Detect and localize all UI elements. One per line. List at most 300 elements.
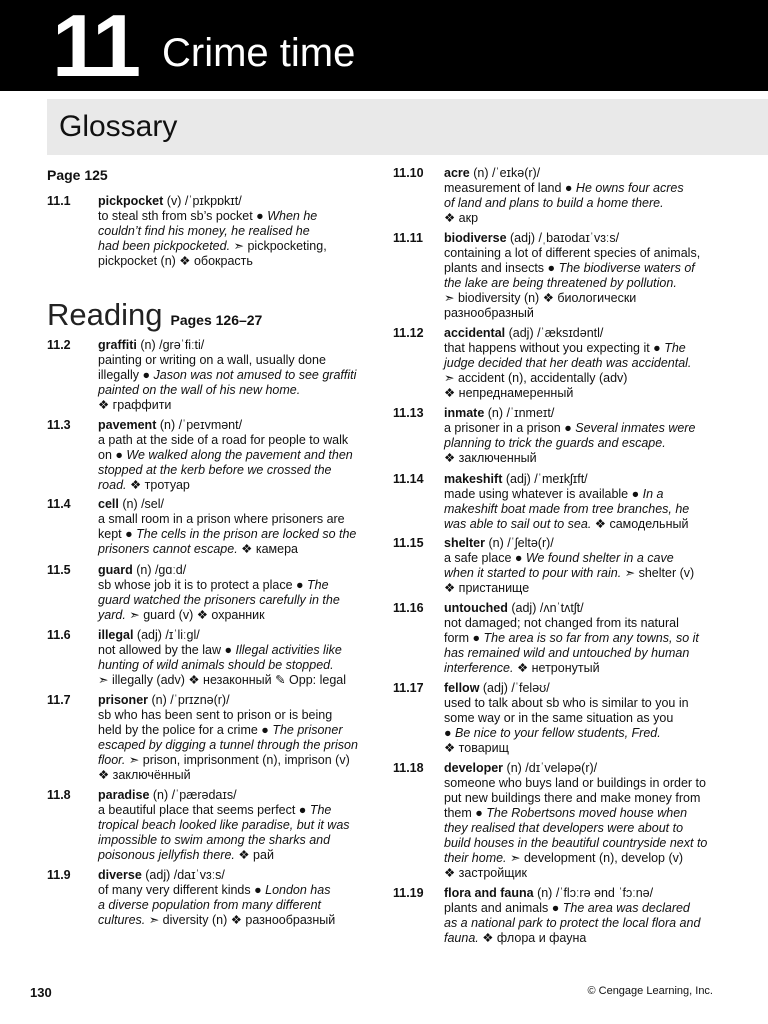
entry-line [444,791,723,806]
entry-line [444,806,723,821]
entry-definition [444,406,723,466]
entry-number: 11.4 [47,497,71,511]
entry-headword: untouched [444,601,508,615]
entry-line [444,181,723,196]
glossary-entry [393,231,723,321]
entry-line [444,836,723,851]
entry-line [444,406,723,421]
entry-text: ❖ самодельный [591,517,689,531]
entry-text: ➣ pickpocketing, [230,239,327,253]
glossary-entry [47,868,372,928]
entry-example: interference. [444,661,514,675]
entry-line [444,681,723,696]
entry-example: as a national park to protect the local flora and [444,916,701,930]
copyright: © Cengage Learning, Inc. [587,985,713,997]
entry-definition [98,338,372,413]
entry-text: measurement of land ● [444,181,576,195]
unit-number: 11 [52,0,138,95]
entry-number: 11.2 [47,338,71,352]
entry-text: ➣ biodiversity (n) ❖ биологически [444,291,637,305]
entry-line [444,261,723,276]
entry-line [98,913,372,928]
reading-pages: Pages 126–27 [170,312,263,328]
entry-line [444,386,723,401]
entry-text: pickpocket (n) ❖ обокрасть [98,254,253,268]
entry-text: a prisoner in a prison ● [444,421,576,435]
reading-section-header [47,297,262,333]
entry-line [98,448,372,463]
glossary-entry [47,628,372,688]
entry-line [98,254,372,269]
entry-line [98,898,372,913]
entry-example: London has [265,883,331,897]
entry-text: ❖ непреднамеренный [444,386,574,400]
entry-example: We walked along the pavement and then [126,448,353,462]
entry-headword: cell [98,497,119,511]
entry-line [444,276,723,291]
entry-example: hunting of wild animals should be stopped. [98,658,334,672]
entry-number: 11.15 [393,536,424,550]
entry-number: 11.16 [393,601,424,615]
entry-text: a path at the side of a road for people to walk [98,433,349,447]
entry-line [98,848,372,863]
entry-number: 11.6 [47,628,71,642]
entry-text: illegally ● [98,368,154,382]
entry-text: plants and animals ● [444,901,563,915]
entry-line [444,517,723,532]
glossary-entry [393,472,723,532]
entry-text: (n) /ˈpærədaɪs/ [149,788,237,802]
entry-text: not damaged; not changed from its natural [444,616,679,630]
entry-line [98,788,372,803]
entry-text: ❖ граффити [98,398,172,412]
entry-example: was able to sail out to sea. [444,517,592,531]
entry-line [444,421,723,436]
entry-text: them ● [444,806,487,820]
entry-text: (adj) /ɪˈliːɡl/ [133,628,200,642]
entry-line [98,353,372,368]
entry-text: that happens without you expecting it ● [444,341,665,355]
entry-text: plants and insects ● [444,261,559,275]
entry-line [98,398,372,413]
glossary-entry [47,497,372,557]
entry-line [444,851,723,866]
entry-line [98,194,372,209]
entry-definition [98,563,372,623]
entry-text: a beautiful place that seems perfect ● [98,803,310,817]
entry-line [444,866,723,881]
entry-text: (n) /ˈeɪkə(r)/ [469,166,541,180]
entry-line [444,886,723,901]
entry-text: painting or writing on a wall, usually done [98,353,326,367]
entry-text: form ● [444,631,484,645]
entry-example: We found shelter in a cave [525,551,674,565]
entry-definition [444,231,723,321]
entry-text: (adj) /daɪˈvɜːs/ [141,868,225,882]
entry-line [98,723,372,738]
entry-line [444,371,723,386]
entry-example: impossible to swim among the sharks and [98,833,331,847]
entry-text: (n) /ˈflɔːrə ənd ˈfɔːnə/ [533,886,654,900]
entry-line [98,418,372,433]
glossary-band [47,99,768,155]
entry-text: ❖ заключенный [444,451,537,465]
entry-line [444,472,723,487]
entry-example: build houses in the beautiful countryside next to [444,836,708,850]
entry-example: they realised that developers were about to [444,821,684,835]
entry-line [444,726,723,741]
entry-example: judge decided that her death was accidental. [444,356,692,370]
entry-text: ❖ застройщик [444,866,527,880]
entry-definition [444,472,723,532]
entry-line [444,631,723,646]
entry-line [98,209,372,224]
entry-line [98,563,372,578]
entry-text: (n) /ˈprɪznə(r)/ [148,693,230,707]
glossary-entry [393,406,723,466]
unit-header-bar [0,0,768,95]
entry-headword: prisoner [98,693,149,707]
entry-number: 11.1 [47,194,71,208]
entry-headword: shelter [444,536,485,550]
entry-headword: illegal [98,628,134,642]
entry-text: containing a lot of different species of animals, [444,246,701,260]
entry-example: a diverse population from many different [98,898,322,912]
entry-headword: guard [98,563,133,577]
entry-example: road. [98,478,127,492]
entry-text: (v) /ˈpɪkpɒkɪt/ [163,194,242,208]
entry-line [98,868,372,883]
page-number: 130 [30,985,52,1000]
entry-example: tropical beach looked like paradise, but it was [98,818,350,832]
entry-line [444,601,723,616]
entry-text: ❖ камера [237,542,298,556]
entry-headword: accidental [444,326,506,340]
entry-line [444,646,723,661]
entry-line [444,696,723,711]
entry-headword: makeshift [444,472,503,486]
entry-definition [444,166,723,226]
entry-number: 11.14 [393,472,424,486]
entry-text: a small room in a prison where prisoners are [98,512,345,526]
entry-line [444,901,723,916]
glossary-entry [393,326,723,401]
entry-example: of land and plans to build a home there. [444,196,664,210]
entry-definition [444,886,723,946]
entry-definition [98,497,372,557]
entry-line [444,436,723,451]
entry-number: 11.19 [393,886,424,900]
entry-line [444,356,723,371]
entry-example: Be nice to your fellow students, Fred. [455,726,661,740]
entry-text: (adj) /ˌbaɪodaɪˈvɜːs/ [506,231,620,245]
entry-line [98,542,372,557]
entry-line [444,166,723,181]
entry-headword: biodiverse [444,231,507,245]
page-reference: Page 125 [47,167,108,183]
entry-line [444,776,723,791]
entry-number: 11.5 [47,563,71,577]
entry-line [444,196,723,211]
entry-text: ❖ пристанище [444,581,530,595]
entry-example: makeshift boat made from tree branches, he [444,502,690,516]
entry-headword: developer [444,761,504,775]
entry-line [98,738,372,753]
entry-example: couldn’t find his money, he realised he [98,224,310,238]
entry-line [444,761,723,776]
entry-line [444,246,723,261]
entry-example: In a [642,487,664,501]
entry-number: 11.9 [47,868,71,882]
entry-line [444,931,723,946]
entry-line [444,341,723,356]
entry-line [98,658,372,673]
entry-example: has remained wild and untouched by human [444,646,690,660]
unit-title: Crime time [162,31,356,75]
entry-number: 11.12 [393,326,424,340]
entry-line [444,566,723,581]
reading-title: Reading [47,297,163,332]
entry-example: Several inmates were [575,421,696,435]
entry-headword: graffiti [98,338,137,352]
entry-text: ➣ accident (n), accidentally (adv) [444,371,628,385]
entry-text: (n) /ɡrəˈfiːti/ [136,338,205,352]
entry-example: guard watched the prisoners carefully in the [98,593,340,607]
entry-line [444,211,723,226]
glossary-entry [393,886,723,946]
entry-headword: pickpocket [98,194,164,208]
glossary-entry [47,194,372,269]
entry-definition [444,536,723,596]
entry-text: ➣ illegally (adv) ❖ незаконный ✎ Opp: legal [98,673,347,687]
entry-example: Jason was not amused to see graffiti [153,368,357,382]
entry-text: sb who has been sent to prison or is being [98,708,333,722]
entry-text: of many very different kinds ● [98,883,266,897]
entry-text: (n) /ˈpeɪvmənt/ [156,418,243,432]
entry-line [98,578,372,593]
entry-text: (n) /ɡɑːd/ [132,563,187,577]
entry-example: The [664,341,686,355]
entry-text: used to talk about sb who is similar to you in [444,696,689,710]
entry-line [98,224,372,239]
entry-number: 11.7 [47,693,71,707]
entry-text: разнообразный [444,306,534,320]
entry-number: 11.3 [47,418,71,432]
entry-line [98,628,372,643]
entry-example: when it started to pour with rain. [444,566,622,580]
entry-text: ➣ development (n), develop (v) [506,851,684,865]
entry-text: (n) /dɪˈveləpə(r)/ [503,761,598,775]
entry-headword: pavement [98,418,157,432]
entry-line [444,502,723,517]
entry-text: on ● [98,448,127,462]
entry-headword: fellow [444,681,480,695]
entry-example: The cells in the prison are locked so the [136,527,357,541]
entry-line [98,463,372,478]
entry-line [98,818,372,833]
entry-example: stopped at the kerb before we crossed the [98,463,332,477]
entry-text: sb whose job it is to protect a place ● [98,578,308,592]
entry-example: The [309,803,332,817]
entry-text: ❖ товарищ [444,741,509,755]
glossary-entry [393,536,723,596]
glossary-entry [393,681,723,756]
entry-line [444,916,723,931]
entry-number: 11.11 [393,231,423,245]
entry-line [98,368,372,383]
entry-example: The prisoner [272,723,343,737]
entry-line [98,383,372,398]
entry-definition [98,693,372,783]
entry-line [98,239,372,254]
entry-text: to steal sth from sb’s pocket ● [98,209,268,223]
entry-line [98,768,372,783]
glossary-entry [47,563,372,623]
entry-definition [98,194,372,269]
entry-line [444,741,723,756]
entry-definition [98,868,372,928]
entry-line [444,231,723,246]
entry-line [444,711,723,726]
entry-definition [444,326,723,401]
entry-line [98,497,372,512]
entry-line [444,661,723,676]
entry-number: 11.18 [393,761,424,775]
entry-line [444,291,723,306]
entry-text: some way or in the same situation as you [444,711,674,725]
entry-line [444,821,723,836]
entry-line [98,512,372,527]
entry-line [444,551,723,566]
entry-example: Illegal activities like [235,643,342,657]
entry-definition [98,628,372,688]
entry-text: ➣ diversity (n) ❖ разнообразный [145,913,336,927]
entry-text: ➣ prison, imprisonment (n), imprison (v) [125,753,350,767]
entry-line [444,616,723,631]
entry-example: cultures. [98,913,146,927]
entry-example: yard. [98,608,126,622]
entry-headword: acre [444,166,470,180]
glossary-entry [393,166,723,226]
glossary-entry [47,788,372,863]
glossary-entry [393,601,723,676]
entry-definition [444,761,723,881]
entry-line [98,338,372,353]
entry-text: ❖ акр [444,211,479,225]
entry-example: planning to trick the guards and escape. [444,436,666,450]
entry-line [98,708,372,723]
entry-example: prisoners cannot escape. [98,542,238,556]
entry-line [98,643,372,658]
entry-example: He owns four acres [575,181,684,195]
entry-text: not allowed by the law ● [98,643,236,657]
entry-text: held by the police for a crime ● [98,723,273,737]
section-title: Glossary [59,110,178,143]
entry-text: a safe place ● [444,551,526,565]
entry-line [444,581,723,596]
entry-headword: diverse [98,868,142,882]
entry-example: When he [267,209,318,223]
entry-headword: inmate [444,406,485,420]
entry-example: had been pickpocketed. [98,239,231,253]
entry-text: someone who buys land or buildings in order to [444,776,706,790]
entry-example: fauna. [444,931,479,945]
entry-line [98,478,372,493]
entry-line [98,883,372,898]
entry-example: the lake are being threatened by pollution. [444,276,677,290]
entry-text: (adj) /ˈfeləʊ/ [479,681,550,695]
entry-number: 11.10 [393,166,424,180]
entry-example: The biodiverse waters of [558,261,695,275]
entry-text: (adj) /ˈæksɪdəntl/ [505,326,604,340]
entry-definition [444,681,723,756]
entry-line [444,306,723,321]
entry-line [98,803,372,818]
entry-line [444,326,723,341]
entry-text: ❖ рай [234,848,274,862]
entry-example: escaped by digging a tunnel through the prison [98,738,358,752]
entry-text: made using whatever is available ● [444,487,643,501]
entry-text: (adj) /ʌnˈtʌtʃt/ [507,601,584,615]
entry-example: floor. [98,753,126,767]
entry-text: (adj) /ˈmeɪkʃɪft/ [502,472,588,486]
entry-example: The Robertsons moved house when [486,806,688,820]
entry-example: The area is so far from any towns, so it [483,631,699,645]
entry-text: (n) /ˈʃeltə(r)/ [485,536,554,550]
entry-line [98,673,372,688]
glossary-entry [393,761,723,881]
entry-line [444,451,723,466]
entry-example: painted on the wall of his new home. [98,383,301,397]
entry-text: (n) /ˈɪnmeɪt/ [484,406,555,420]
entry-text: put new buildings there and make money from [444,791,701,805]
entry-line [98,593,372,608]
entry-text: ❖ тротуар [126,478,190,492]
entry-number: 11.17 [393,681,424,695]
entry-example: The area was declared [562,901,690,915]
entry-text: (n) /sel/ [118,497,165,511]
entry-line [98,693,372,708]
entry-line [98,527,372,542]
entry-text: ❖ заключённый [98,768,191,782]
entry-headword: flora and fauna [444,886,534,900]
glossary-entry [47,338,372,413]
glossary-entry [47,693,372,783]
entry-line [98,608,372,623]
entry-text: ➣ shelter (v) [621,566,695,580]
entry-text: ➣ guard (v) ❖ охранник [125,608,265,622]
entry-number: 11.8 [47,788,71,802]
entry-definition [444,601,723,676]
glossary-entry [47,418,372,493]
entry-line [444,487,723,502]
entry-definition [98,418,372,493]
entry-line [98,433,372,448]
entry-text: kept ● [98,527,137,541]
entry-line [444,536,723,551]
entry-number: 11.13 [393,406,424,420]
entry-definition [98,788,372,863]
entry-example: The [307,578,329,592]
entry-text: ● [444,726,456,740]
entry-example: their home. [444,851,507,865]
entry-text: ❖ флора и фауна [478,931,587,945]
entry-line [98,753,372,768]
entry-example: poisonous jellyfish there. [98,848,235,862]
entry-text: ❖ нетронутый [513,661,600,675]
entry-line [98,833,372,848]
entry-headword: paradise [98,788,150,802]
